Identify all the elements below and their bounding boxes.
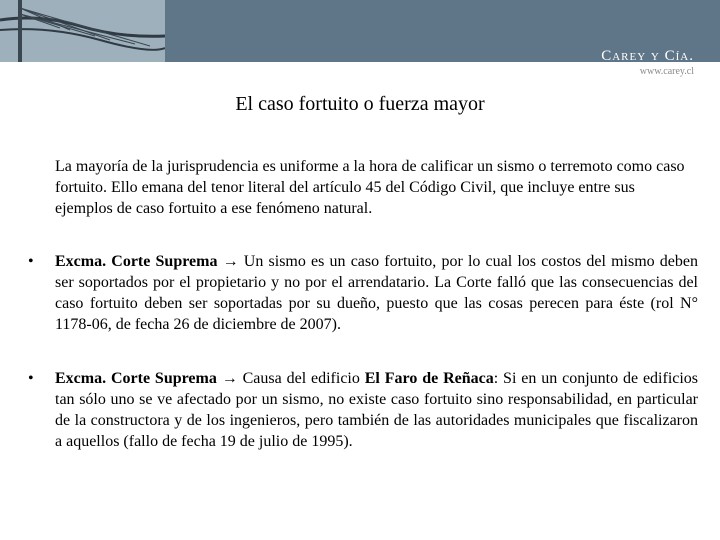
brand-url: www.carey.cl <box>639 66 694 77</box>
bullet-body: Un sismo es un caso fortuito, por lo cual los costos del mismo deben ser soportados por el propietario y no por el arrendatario. La Corte falló que las consecuencias del caso fortuito deben ser soportadas por su dueño, puesto que las cosas perecen para éste (rol N° 1178-06, de fecha 26 de diciembre de 2007). <box>55 253 699 333</box>
bullet-body-before: Causa del edificio <box>237 370 365 387</box>
bullet-marker: • <box>28 370 34 387</box>
bullet-item-1 <box>28 251 698 335</box>
bullet-item-2 <box>28 368 698 452</box>
bullet-body-after: : Si en un conjunto de edificios tan sólo uno se ve afectado por un sismo, no existe caso fortuito sino responsabilidad, en particular de la constructora y de los ingenieros, pero también de las autoridades municipales que fiscalizaron a aquellos (fallo de fecha 19 de julio de 1995). <box>55 370 699 450</box>
building-name: El Faro de Reñaca <box>364 370 494 387</box>
bullet-marker: • <box>28 253 34 270</box>
court-name: Excma. Corte Suprema <box>55 253 218 270</box>
bullet-text <box>55 368 698 452</box>
arrow-icon: → <box>222 253 239 270</box>
brand-name: Carey y Cía. <box>601 48 694 64</box>
arrow-icon: → <box>221 370 238 387</box>
bridge-photo-icon <box>0 0 165 62</box>
bullet-text <box>55 251 698 335</box>
court-name: Excma. Corte Suprema <box>55 370 217 387</box>
header-brand-strip <box>0 62 720 84</box>
slide-title: El caso fortuito o fuerza mayor <box>235 93 485 115</box>
intro-paragraph: La mayoría de la jurisprudencia es uniforme a la hora de calificar un sismo o terremoto como caso fortuito. Ello emana del tenor literal del artículo 45 del Código Civil, que incluye entre sus ejemplos de caso fortuito a ese fenómeno natural. <box>55 158 685 217</box>
